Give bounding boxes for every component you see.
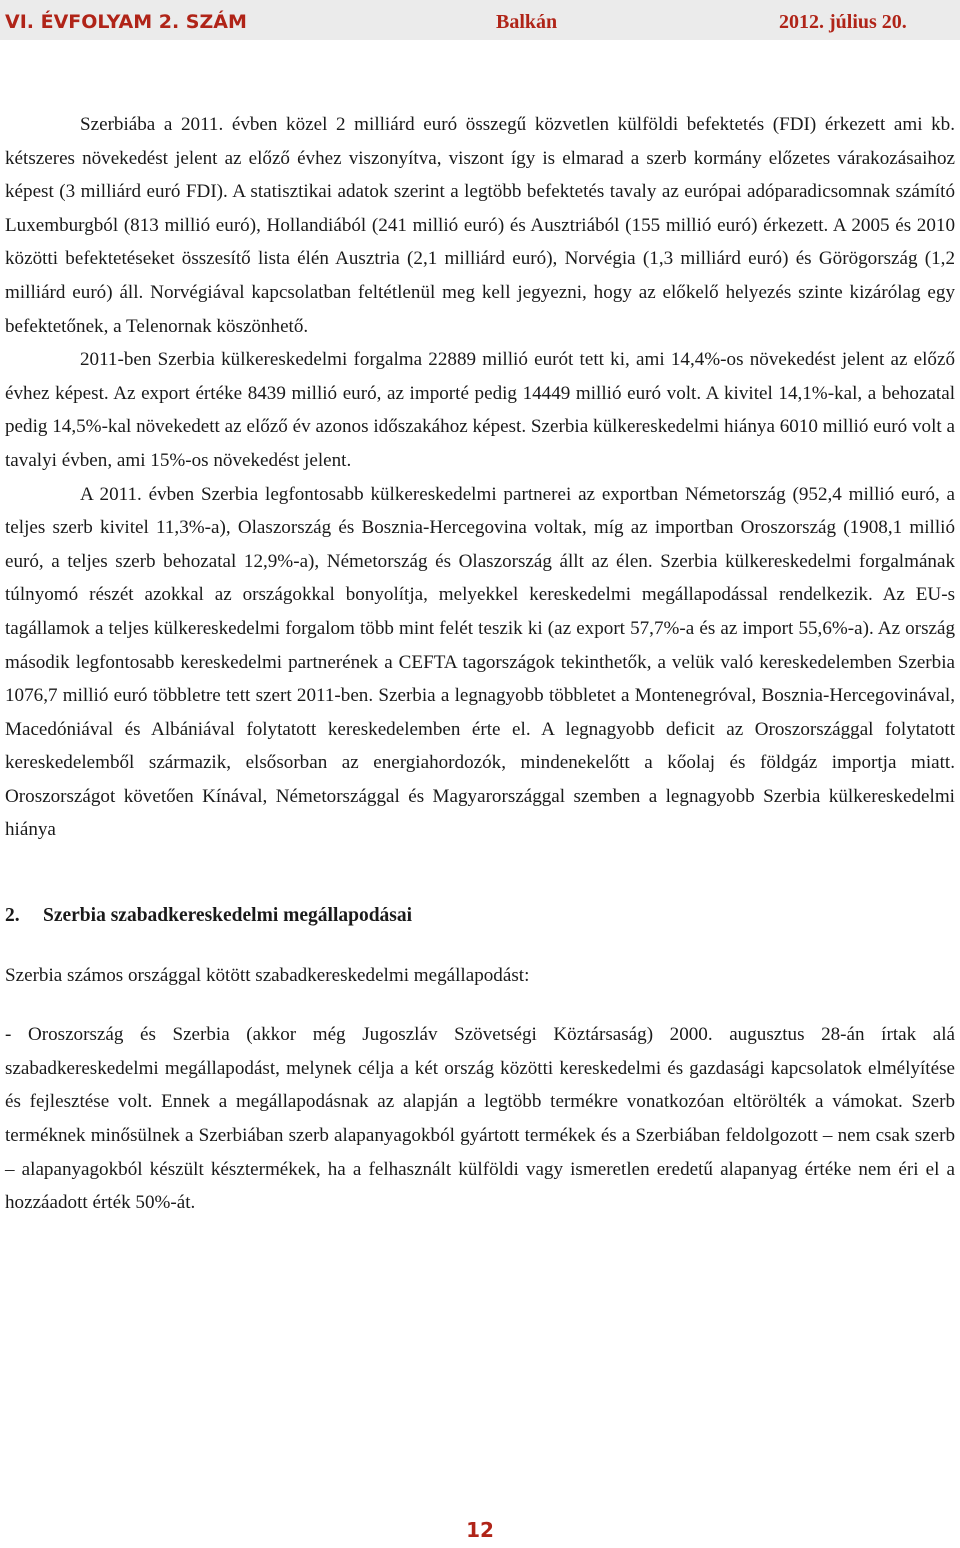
header-volume: VI. ÉVFOLYAM 2. SZÁM: [5, 11, 247, 33]
agreement-item: - Oroszország és Szerbia (akkor még Jugoszláv Szövetségi Köztársaság) 2000. augusztus 28-án írtak alá szabadkereskedelmi megállapodást, melynek célja a két ország közötti kereskedelmi és gazdasági kapcsolatok elmélyítése és fejlesztése volt. Ennek a megállapodásnak az alapján a legtöbb termékre vonatkozóan eltörölték a vámokat. Szerb terméknek minősülnek a Szerbiában szerb alapanyagokból gyártott termékek és a Szerbiában feldolgozott – nem csak szerb – alapanyagokból készült késztermékek, ha a felhasznált külföldi vagy ismeretlen eredetű alapanyag értéke nem éri el a hozzáadott érték 50%-át.: [5, 1024, 955, 1214]
article-body: [5, 108, 955, 1220]
section-intro: Szerbia számos országgal kötött szabadkereskedelmi megállapodást:: [5, 964, 530, 986]
section-heading: [5, 899, 955, 933]
page-number: 12: [466, 1518, 494, 1542]
paragraph-fdi: Szerbiába a 2011. évben közel 2 milliárd euró összegű közvetlen külföldi befektetés (FDI) érkezett ami kb. kétszeres növekedést jelent az előző évhez viszonyítva, viszont így is elmarad a szerb kormány előzetes várakozásaihoz képest (3 milliárd euró FDI). A statisztikai adatok szerint a legtöbb befektetés tavaly az európai adóparadicsomnak számító Luxemburgból (813 millió euró), Hollandiából (241 millió euró) és Ausztriából (155 millió euró) érkezett. A 2005 és 2010 közötti befektetéseket összesítő lista élén Ausztria (2,1 milliárd euró), Norvégia (1,3 milliárd euró) és Görögország (1,2 milliárd euró) áll. Norvégiával kapcsolatban feltétlenül meg kell jegyezni, hogy az előkelő helyezés szinte kizárólag egy befektetőnek, a Telenornak köszönhető.: [5, 114, 955, 337]
header-date: 2012. július 20.: [779, 11, 907, 33]
section-title: Szerbia szabadkereskedelmi megállapodásai: [43, 905, 413, 927]
paragraph-trade-partners: A 2011. évben Szerbia legfontosabb külkereskedelmi partnerei az exportban Németország (952,4 millió euró, a teljes szerb kivitel 11,3%-a), Olaszország és Bosznia-Hercegovina voltak, míg az importban Oroszország (1908,1 millió euró, a teljes szerb behozatal 12,9%-a), Németország és Olaszország állt az élen. Szerbia külkereskedelmi forgalmának túlnyomó részét azokkal az országokkal bonyolítja, melyekkel kereskedelmi megállapodással rendelkezik. Az EU-s tagállamok a teljes külkereskedelmi forgalom több mint felét teszik ki (az export 57,7%-a és az import 55,6%-a). Az ország második legfontosabb kereskedelmi partnerének a CEFTA tagországok tekinthetők, a velük való kereskedelemben Szerbia 1076,7 millió euró többletre tett szert 2011-ben. Szerbia a legnagyobb többletet a Montenegróval, Bosznia-Hercegovinával, Macedóniával és Albániával folytatott kereskedelemben érte el. A legnagyobb deficit az Oroszországgal folytatott kereskedelemből származik, elsősorban az energiahordozók, mindenekelőtt a kőolaj és földgáz importja miatt. Oroszországot követően Kínával, Németországgal és Magyarországgal szemben a legnagyobb Szerbia külkereskedelmi hiánya: [5, 483, 955, 841]
header-title: Balkán: [496, 11, 558, 33]
paragraph-trade-volume: 2011-ben Szerbia külkereskedelmi forgalma 22889 millió eurót tett ki, ami 14,4%-os növekedést jelent az előző évhez képest. Az export értéke 8439 millió euró, az importé pedig 14449 millió euró volt. A kivitel 14,1%-kal, a behozatal pedig 14,5%-kal növekedett az előző év azonos időszakához képest. Szerbia külkereskedelmi hiánya 6010 millió euró volt a tavalyi évben, ami 15%-os növekedést jelent.: [5, 349, 955, 471]
page-header: [0, 0, 960, 40]
section-number: 2.: [5, 905, 20, 927]
